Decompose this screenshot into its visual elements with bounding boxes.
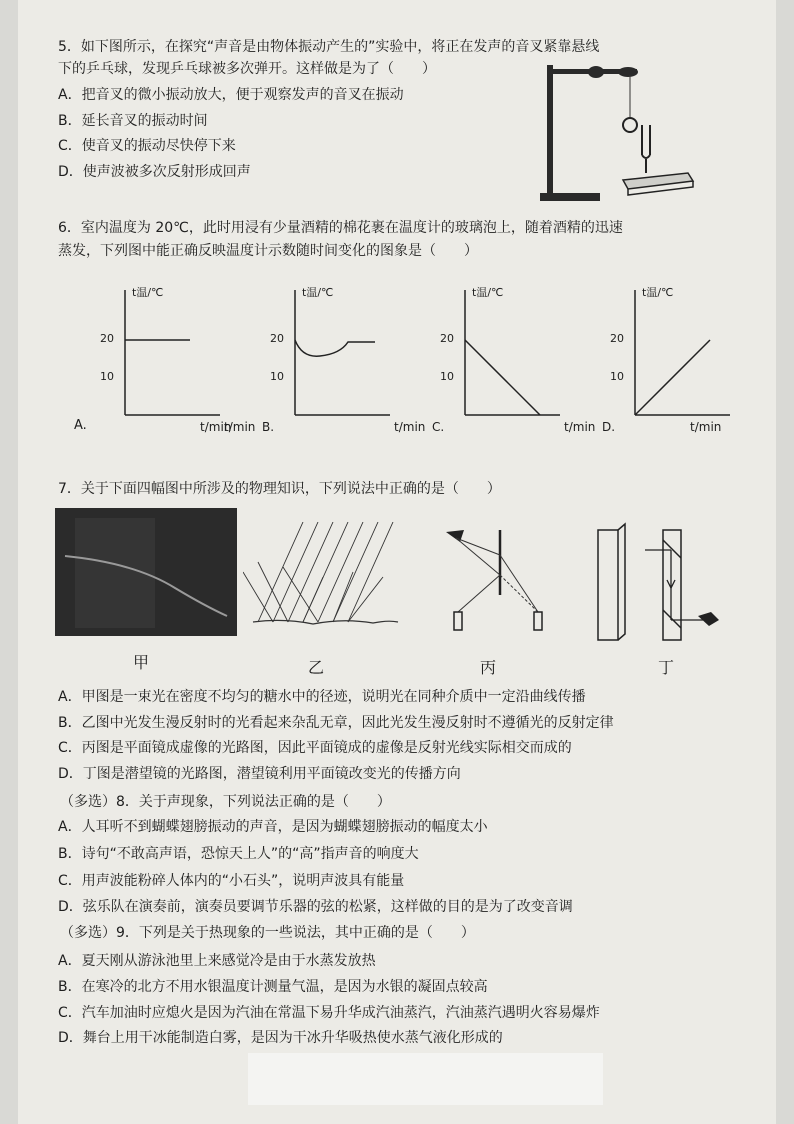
graph-c-letter: C.: [432, 420, 445, 434]
graph-a-tick-20: 20: [100, 332, 114, 345]
caption-yi: 乙: [308, 658, 325, 677]
q7-stem: 7．关于下面四幅图中所涉及的物理知识，下列说法中正确的是（ ）: [58, 481, 501, 497]
graph-b-tick-20: 20: [270, 332, 284, 345]
graph-d-xlabel-prev: t/min: [564, 420, 596, 434]
exam-page: [18, 0, 776, 1124]
graph-c-xlabel-prev: t/min: [394, 420, 426, 434]
graph-a-tick-10: 10: [100, 370, 114, 383]
graph-d-line: [635, 340, 710, 415]
graph-b-tick-10: 10: [270, 370, 284, 383]
figure-bing-plane-mirror: [438, 520, 558, 640]
graph-a-ylabel: t温/℃: [132, 286, 164, 299]
graph-c-tick-10: 10: [440, 370, 454, 383]
q5-option-d: D．使声波被多次反射形成回声: [58, 164, 251, 180]
graph-a: [70, 280, 230, 440]
graph-d-xlabel: t/min: [690, 420, 722, 434]
graph-b: [224, 280, 400, 440]
q9-option-c: C．汽车加油时应熄火是因为汽油在常温下易升华成汽油蒸汽，汽油蒸汽遇明火容易爆炸: [58, 1005, 600, 1021]
q9-option-b: B．在寒冷的北方不用水银温度计测量气温，是因为水银的凝固点较高: [58, 979, 488, 995]
q6-stem-line2: 蒸发，下列图中能正确反映温度计示数随时间变化的图象是（ ）: [58, 243, 478, 259]
figure-yi-diffuse-reflection: [243, 522, 403, 637]
q8-option-d: D．弦乐队在演奏前，演奏员要调节乐器的弦的松紧，这样做的目的是为了改变音调: [58, 899, 573, 915]
blank-cover-box: [248, 1053, 603, 1105]
graph-b-xlabel-prev: t/min: [224, 420, 256, 434]
graph-d-tick-20: 20: [610, 332, 624, 345]
graph-c-ylabel: t温/℃: [472, 286, 504, 299]
graph-c: [394, 280, 570, 440]
q9-option-a: A．夏天刚从游泳池里上来感觉冷是由于水蒸发放热: [58, 953, 376, 969]
graph-d-letter: D.: [602, 420, 616, 434]
q9-stem: （多选）9．下列是关于热现象的一些说法，其中正确的是（ ）: [60, 925, 475, 941]
q8-option-b: B．诗句“不敢高声语，恐惊天上人”的“高”指声音的响度大: [58, 846, 419, 862]
graph-d-tick-10: 10: [610, 370, 624, 383]
graph-d: [564, 280, 740, 440]
figure-ding-periscope: [593, 520, 733, 650]
q8-stem: （多选）8．关于声现象，下列说法正确的是（ ）: [60, 794, 391, 810]
caption-bing: 丙: [480, 658, 497, 677]
q7-option-b: B．乙图中光发生漫反射时的光看起来杂乱无章，因此光发生漫反射时不遵循光的反射定律: [58, 715, 614, 731]
q5-option-b: B．延长音叉的振动时间: [58, 113, 208, 129]
q8-option-a: A．人耳听不到蝴蝶翅膀振动的声音，是因为蝴蝶翅膀振动的幅度太小: [58, 819, 488, 835]
graph-a-xlabel: t/min: [200, 420, 232, 434]
q5-option-c: C．使音叉的振动尽快停下来: [58, 138, 236, 154]
q7-option-c: C．丙图是平面镜成虚像的光路图，因此平面镜成的虚像是反射光线实际相交而成的: [58, 740, 572, 756]
caption-jia: 甲: [133, 653, 150, 672]
graph-c-tick-20: 20: [440, 332, 454, 345]
q5-stem-line1: 5．如下图所示，在探究“声音是由物体振动产生的”实验中，将正在发声的音叉紧靠悬线: [58, 39, 600, 55]
q7-option-d: D．丁图是潜望镜的光路图，潜望镜利用平面镜改变光的传播方向: [58, 766, 461, 782]
q5-option-a: A．把音叉的微小振动放大，便于观察发声的音叉在振动: [58, 87, 404, 103]
q7-option-a: A．甲图是一束光在密度不均匀的糖水中的径迹，说明光在同种介质中一定沿曲线传播: [58, 689, 586, 705]
caption-ding: 丁: [658, 658, 675, 677]
q6-stem-line1: 6．室内温度为 20℃，此时用浸有少量酒精的棉花裹在温度计的玻璃泡上，随着酒精的迅速: [58, 220, 623, 236]
graph-b-letter: B.: [262, 420, 275, 434]
q5-stem-line2: 下的乒乓球，发现乒乓球被多次弹开。这样做是为了（ ）: [58, 61, 436, 77]
graph-b-line: [295, 340, 375, 356]
q8-option-c: C．用声波能粉碎人体内的“小石头”，说明声波具有能量: [58, 873, 405, 889]
graph-b-ylabel: t温/℃: [302, 286, 334, 299]
figure-jia-sugar-water: [55, 508, 237, 636]
q9-option-d: D．舞台上用干冰能制造白雾，是因为干冰升华吸热使水蒸气液化形成的: [58, 1030, 503, 1046]
graph-d-ylabel: t温/℃: [642, 286, 674, 299]
tuning-fork-apparatus-figure: [538, 55, 698, 205]
graph-c-line: [465, 340, 540, 415]
graph-a-letter: A.: [74, 418, 87, 433]
